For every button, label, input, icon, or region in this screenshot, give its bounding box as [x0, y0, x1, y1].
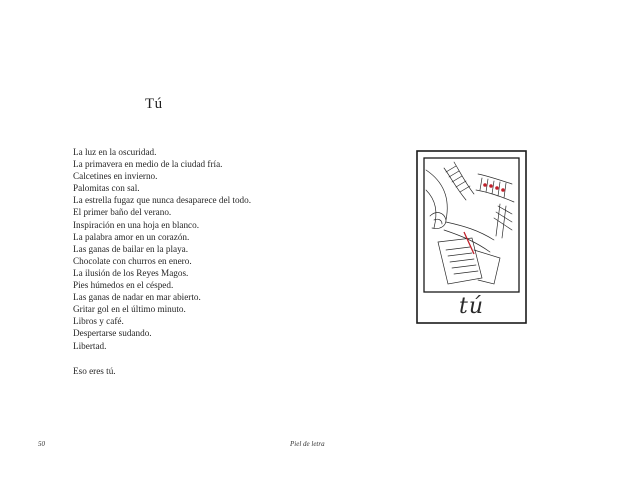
- poem-line: El primer baño del verano.: [73, 207, 172, 218]
- poem-line: Libertad.: [73, 340, 107, 351]
- poem-line: Despertarse sudando.: [73, 328, 152, 339]
- poem-body: [73, 146, 333, 377]
- poem-line: Las ganas de bailar en la playa.: [73, 243, 189, 254]
- poem-line: La palabra amor en un corazón.: [73, 231, 190, 242]
- poem-line: Pies húmedos en el césped.: [73, 280, 174, 291]
- poem-closing-line: Eso eres tú.: [73, 365, 116, 376]
- polaroid-caption: tú: [458, 294, 484, 319]
- poem-line: La primavera en medio de la ciudad fría.: [73, 159, 223, 170]
- poem-line: Calcetines en invierno.: [73, 171, 158, 182]
- poem-line: La luz en la oscuridad.: [73, 147, 157, 157]
- poem-line: Palomitas con sal.: [73, 183, 140, 194]
- poem-line: Gritar gol en el último minuto.: [73, 304, 186, 315]
- poem-title: Tú: [145, 96, 163, 112]
- poem-line: Libros y café.: [73, 316, 124, 327]
- poem-line: La estrella fugaz que nunca desaparece del todo.: [73, 195, 252, 206]
- page-number: 50: [38, 440, 45, 448]
- poem-line: Inspiración en una hoja en blanco.: [73, 219, 200, 230]
- poem-line: Chocolate con churros en enero.: [73, 255, 192, 266]
- poem-line: Las ganas de nadar en mar abierto.: [73, 292, 201, 303]
- poem-line: La ilusión de los Reyes Magos.: [73, 267, 189, 278]
- book-title-footer: Piel de letra: [290, 440, 325, 448]
- polaroid-illustration: [416, 150, 527, 325]
